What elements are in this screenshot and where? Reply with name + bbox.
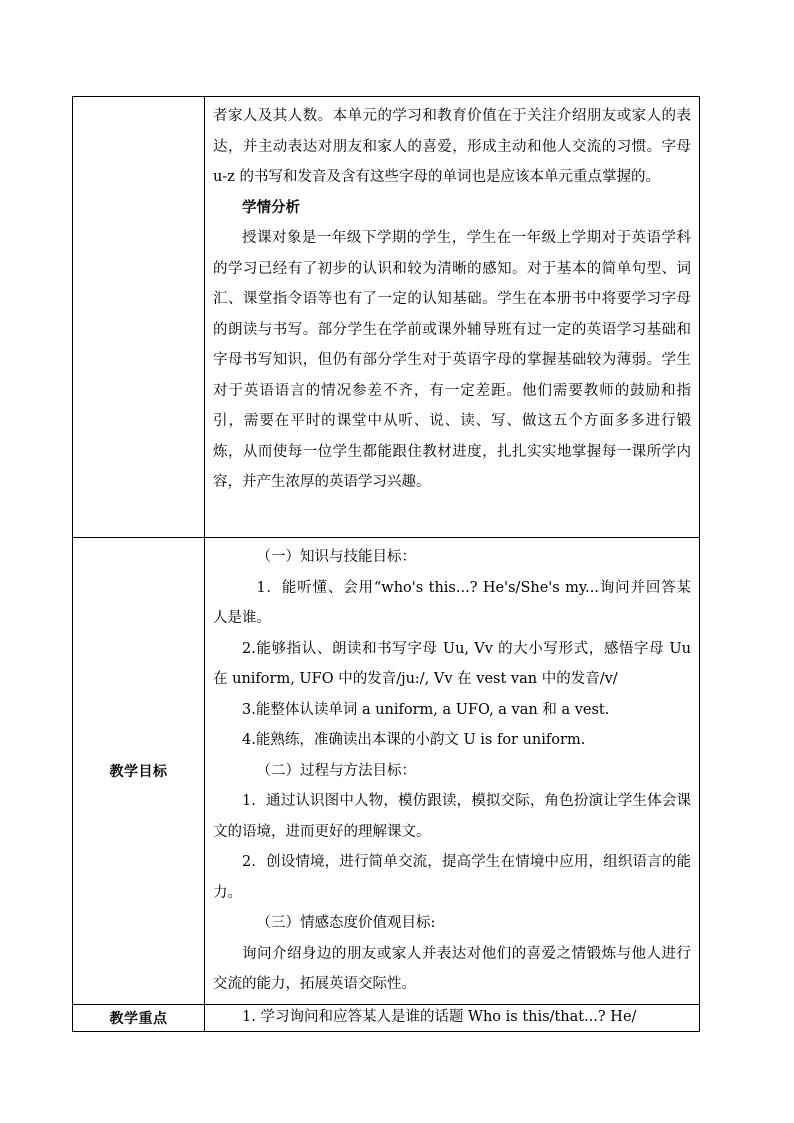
analysis-row <box>73 97 700 538</box>
knowledge-objective-1: 1．能听懂、会用“who's this...? He's/She's my...询问并回答某人是谁。 <box>213 579 691 626</box>
key-points-label-cell <box>73 1004 205 1031</box>
textbook-analysis-paragraph: 者家人及其人数。本单元的学习和教育价值在于关注介绍朋友或家人的表达，并主动表达对朋友和家人的喜爱，形成主动和他人交流的习惯。字母 u-z 的书写和发音及含有这些字母的单词也是应该本单元重点掌握的。 <box>213 108 691 185</box>
process-objective-2: 2．创设情境，进行简单交流，提高学生在情境中应用，组织语言的能力。 <box>213 854 691 901</box>
knowledge-objective-3: 3.能整体认读单词 a uniform, a UFO, a van 和 a vest. <box>242 701 610 718</box>
key-points-label: 教学重点 <box>109 1010 168 1027</box>
knowledge-skills-heading: （一）知识与技能目标： <box>256 549 416 565</box>
analysis-content-cell <box>205 97 700 538</box>
process-methods-heading: （二）过程与方法目标： <box>256 762 416 779</box>
key-points-row <box>73 1004 700 1031</box>
emotion-objective-1: 询问介绍身边的朋友或家人并表达对他们的喜爱之情锻炼与他人进行交流的能力，拓展英语交际性。 <box>213 945 691 992</box>
emotion-values-heading: （三）情感态度价值观目标: <box>256 915 436 931</box>
process-objective-1: 1．通过认识图中人物，模仿跟读，模拟交际，角色扮演让学生体会课文的语境，进而更好的理解课文。 <box>213 793 691 840</box>
objectives-label-cell <box>73 538 205 1005</box>
learner-analysis-heading: 学情分析 <box>242 198 300 216</box>
lesson-plan-table <box>72 96 700 1032</box>
objectives-row <box>73 538 700 1005</box>
objectives-content-cell <box>205 538 700 1005</box>
key-points-content-cell <box>205 1004 700 1031</box>
analysis-label-cell <box>73 97 205 538</box>
knowledge-objective-2: 2.能够指认、朗读和书写字母 Uu, Vv 的大小写形式，感悟字母 Uu 在 uniform, UFO 中的发音/ju:/, Vv 在 vest van 中的发音/v/ <box>213 640 691 687</box>
objectives-label: 教学目标 <box>109 763 168 780</box>
learner-analysis-paragraph: 授课对象是一年级下学期的学生，学生在一年级上学期对于英语学科的学习已经有了初步的认识和较为清晰的感知。对于基本的简单句型、词汇、课堂指令语等也有了一定的认知基础。学生在本册书中将要学习字母的朗读与书写。部分学生在学前或课外辅导班有过一定的英语学习基础和字母书写知识，但仍有部分学生对于英语字母的掌握基础较为薄弱。学生对于英语语言的情况参差不齐，有一定差距。他们需要教师的鼓励和指引，需要在平时的课堂中从听、说、读、写、做这五个方面多多进行锻炼，从而使每一位学生都能跟住教材进度，扎扎实实地掌握每一课所学内容，并产生浓厚的英语学习兴趣。 <box>213 230 691 490</box>
knowledge-objective-4: 4.能熟练，准确读出本课的小韵文 U is for uniform. <box>242 732 586 748</box>
key-point-1: 1. 学习询问和应答某人是谁的话题 Who is this/that...? He/ <box>242 1008 637 1025</box>
